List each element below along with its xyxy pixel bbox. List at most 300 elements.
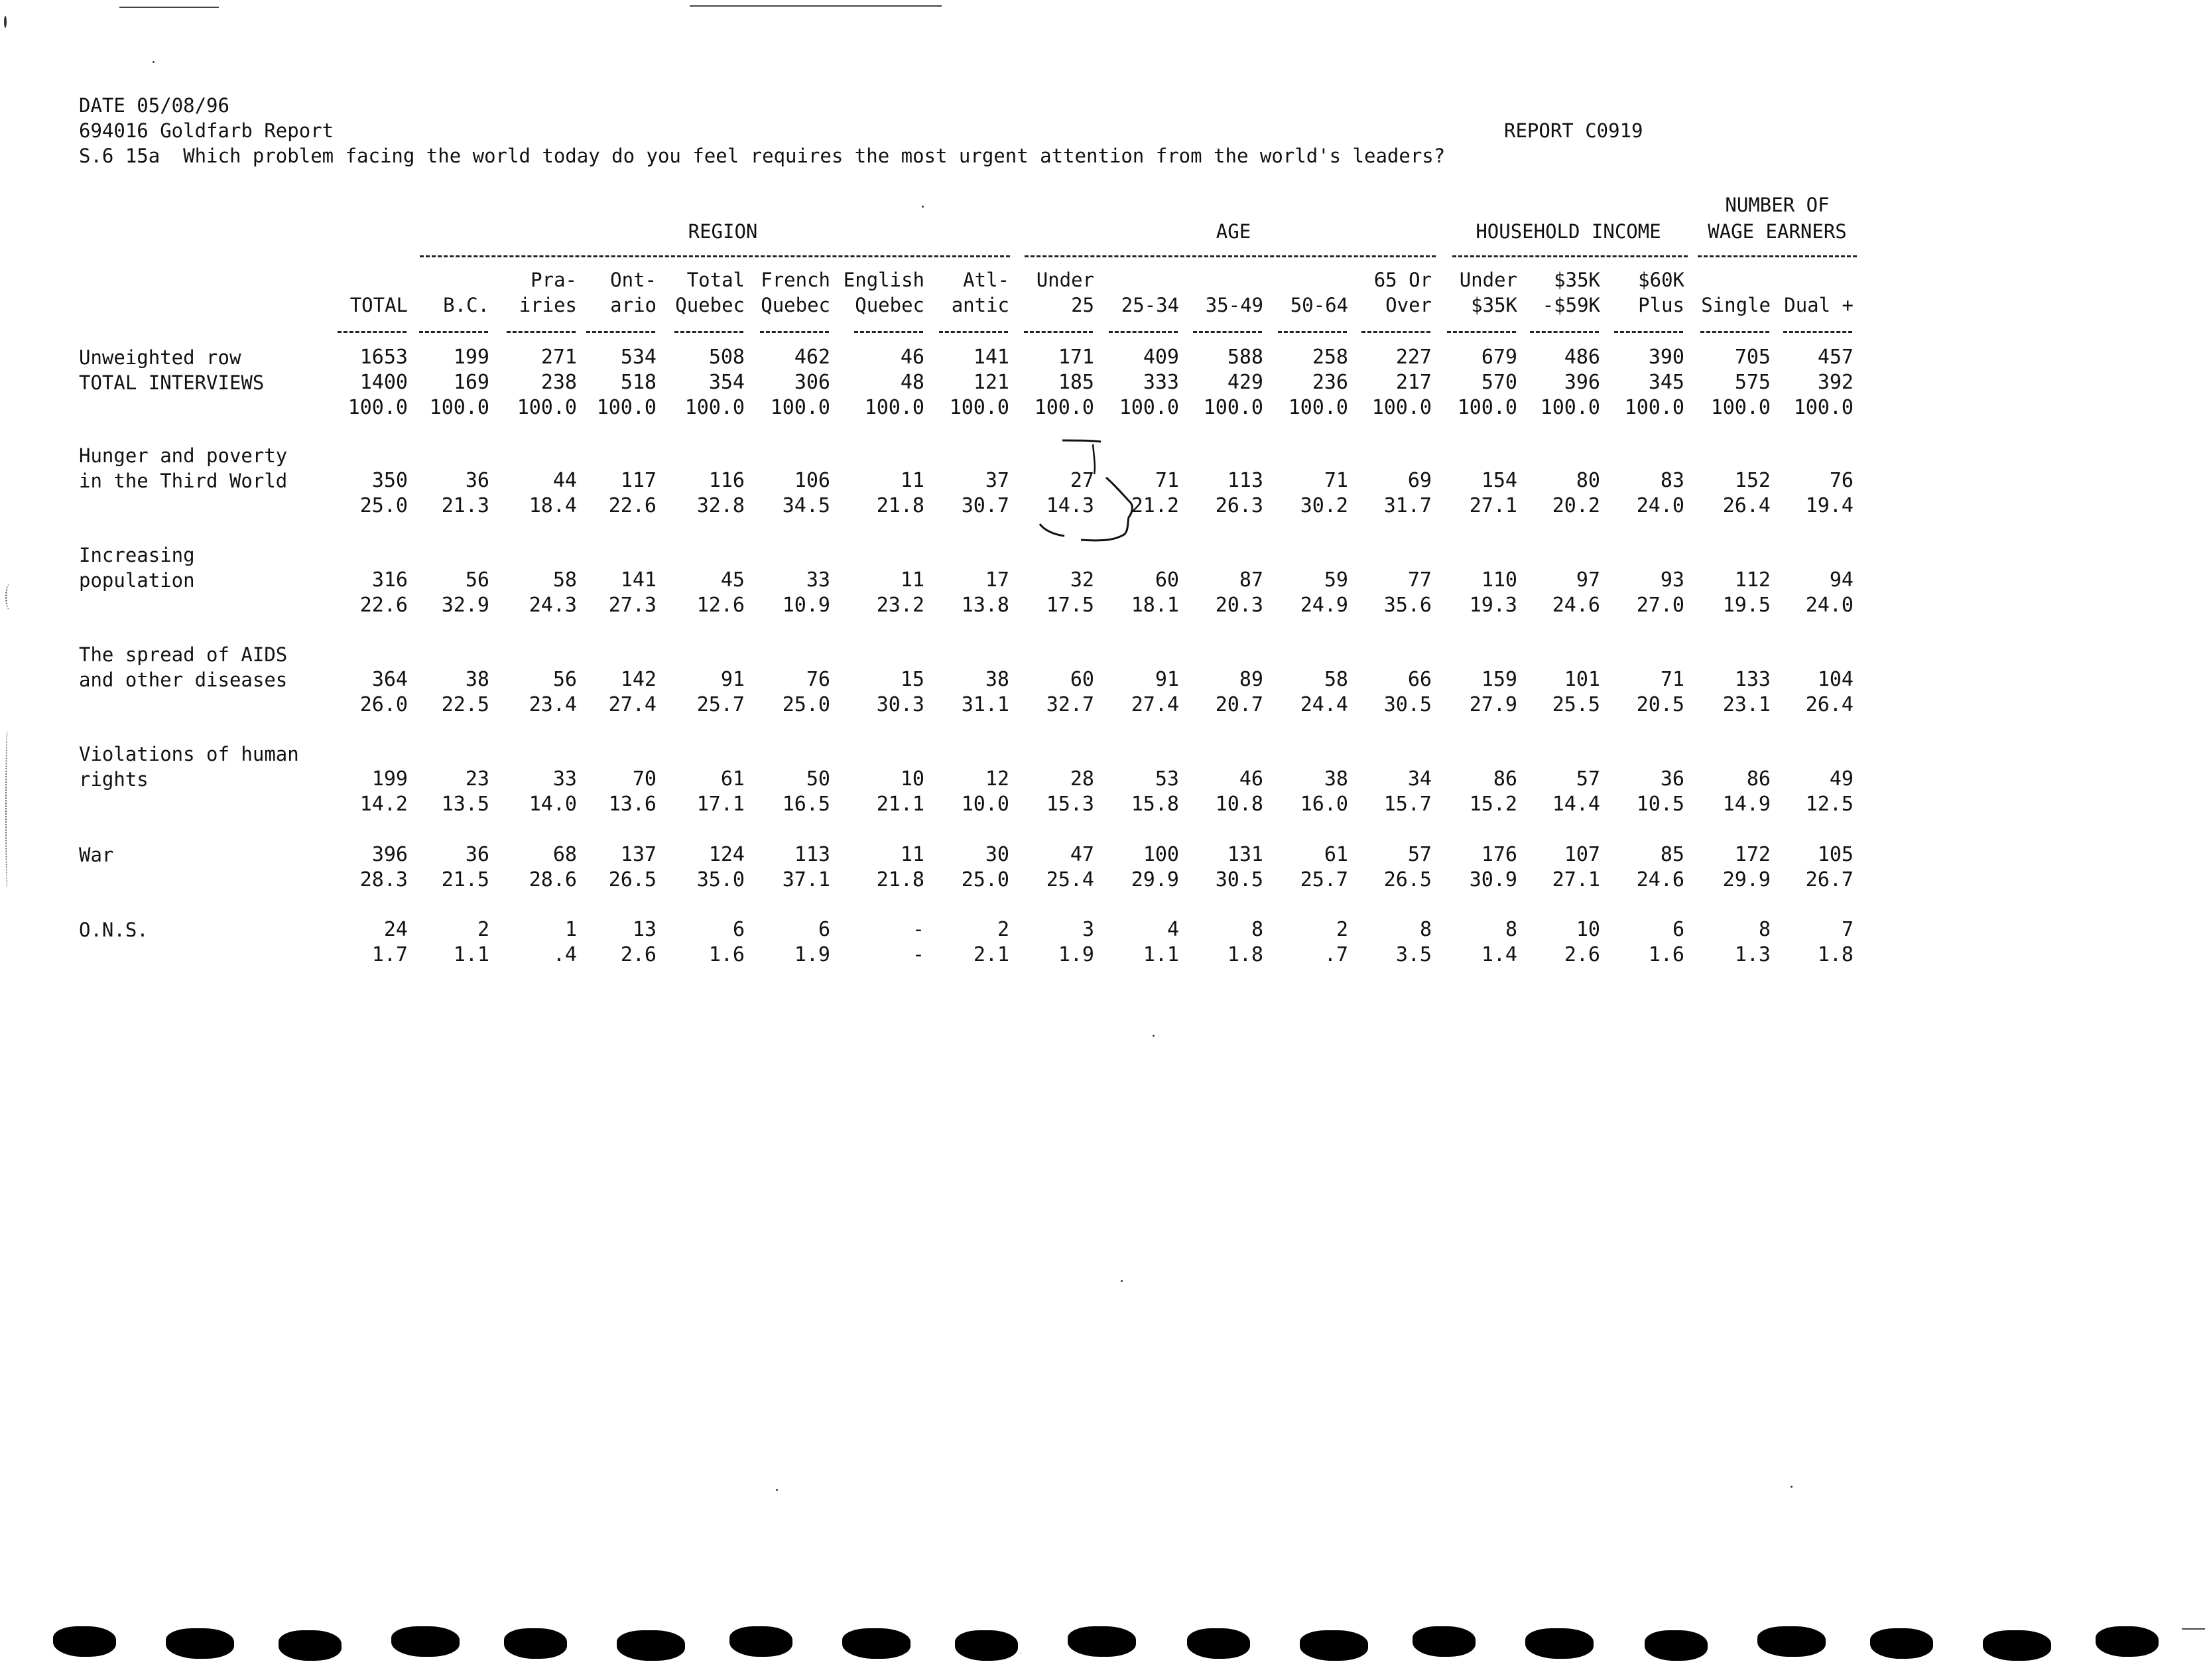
data-cell: 12.5 [1805,793,1854,816]
group-rule-wage-earners [1698,255,1857,257]
column-header-underline [1530,331,1599,333]
data-cell: 24.0 [1805,594,1854,617]
data-cell: 69 [1407,469,1432,492]
data-cell: 13.5 [441,793,489,816]
column-header-line: Under [1459,269,1517,291]
data-cell: 22.6 [359,594,408,617]
data-cell: 93 [1660,568,1684,592]
row-label: TOTAL INTERVIEWS [79,371,265,394]
data-cell: 101 [1564,668,1600,691]
data-cell: 100.0 [1288,396,1348,419]
data-cell: 25.5 [1552,693,1600,716]
row-label: in the Third World [79,470,288,492]
data-cell: 110 [1481,568,1517,592]
data-cell: 15.3 [1046,793,1094,816]
data-cell: 100.0 [1793,396,1854,419]
data-cell: 1.8 [1817,943,1854,966]
data-cell: 1.7 [371,943,408,966]
survey-question: S.6 15a Which problem facing the world today do you feel requires the most urgent attention from the world's leaders? [79,145,1446,167]
column-header-line: B.C. [443,294,489,316]
data-cell: 56 [465,568,489,592]
scan-hole [166,1628,234,1659]
data-cell: 345 [1648,371,1684,394]
data-cell: 100.0 [1457,396,1517,419]
data-cell: 575 [1734,371,1771,394]
data-cell: 13.6 [608,793,657,816]
column-header-line: French [761,269,830,291]
data-cell: 17.5 [1046,594,1094,617]
data-cell: 29.9 [1131,868,1179,891]
scan-hole [1187,1628,1250,1659]
data-cell: 106 [794,469,830,492]
data-cell: 61 [720,767,745,791]
data-cell: 33 [552,767,577,791]
data-cell: 38 [465,668,489,691]
data-cell: 30.9 [1469,868,1517,891]
column-header-line: Over [1385,294,1432,316]
data-cell: 457 [1817,346,1854,369]
data-cell: 113 [1227,469,1263,492]
data-cell: 429 [1227,371,1263,394]
data-cell: 169 [453,371,489,394]
row-label: rights [79,768,149,791]
report-date: DATE 05/08/96 [79,94,229,117]
data-cell: 100.0 [684,396,745,419]
data-cell: 396 [1564,371,1600,394]
data-cell: 21.3 [441,494,489,517]
data-cell: 22.6 [608,494,657,517]
data-cell: 316 [371,568,408,592]
data-cell: 25.4 [1046,868,1094,891]
data-cell: 8 [1505,918,1517,941]
scan-hole [1413,1626,1476,1657]
data-cell: 32.7 [1046,693,1094,716]
data-cell: 21.5 [441,868,489,891]
data-cell: 2 [1336,918,1348,941]
data-cell: 14.3 [1046,494,1094,517]
column-header-underline [1614,331,1683,333]
scan-hole [1983,1630,2051,1661]
data-cell: 100.0 [429,396,489,419]
data-cell: 27.3 [608,594,657,617]
data-cell: 66 [1407,668,1432,691]
data-cell: 20.7 [1215,693,1263,716]
data-cell: 154 [1481,469,1517,492]
column-header-line: -$59K [1542,294,1600,316]
data-cell: 30.7 [961,494,1009,517]
group-region: REGION [688,220,758,243]
data-cell: 24 [383,918,408,941]
data-cell: 57 [1576,767,1600,791]
data-cell: 21.1 [876,793,924,816]
data-cell: 570 [1481,371,1517,394]
data-cell: 10 [900,767,924,791]
column-header-line: iries [519,294,577,316]
data-cell: 23.4 [529,693,577,716]
data-cell: 113 [794,843,830,866]
column-header-line: $35K [1554,269,1600,291]
column-header-underline [1278,331,1347,333]
data-cell: 171 [1058,346,1094,369]
row-label: Unweighted row [79,346,241,369]
data-cell: 142 [620,668,657,691]
column-header-underline [586,331,655,333]
data-cell: 141 [973,346,1009,369]
data-cell: 20.3 [1215,594,1263,617]
data-cell: 71 [1155,469,1179,492]
scan-hole [1645,1630,1708,1661]
data-cell: 1.6 [708,943,745,966]
column-header-line: antic [951,294,1009,316]
data-cell: 89 [1239,668,1263,691]
data-cell: 133 [1734,668,1771,691]
data-cell: 30 [985,843,1009,866]
data-cell: 16.0 [1300,793,1348,816]
column-header-line: $35K [1471,294,1517,316]
column-header-underline [854,331,923,333]
data-cell: 28 [1070,767,1094,791]
data-cell: 32.9 [441,594,489,617]
data-cell: 100.0 [1624,396,1684,419]
column-header-underline [1447,331,1516,333]
data-cell: 2 [997,918,1009,941]
data-cell: 8 [1251,918,1263,941]
data-cell: 350 [371,469,408,492]
scan-hole [729,1626,792,1657]
data-cell: 46 [900,346,924,369]
data-cell: 56 [552,668,577,691]
data-cell: 396 [371,843,408,866]
data-cell: 16.5 [782,793,830,816]
data-cell: 24.6 [1636,868,1684,891]
data-cell: 27.1 [1469,494,1517,517]
data-cell: 29.9 [1722,868,1771,891]
data-cell: 238 [540,371,577,394]
data-cell: 107 [1564,843,1600,866]
report-name: 694016 Goldfarb Report [79,119,334,142]
data-cell: 100.0 [1540,396,1600,419]
data-cell: 27.4 [608,693,657,716]
data-cell: 30.2 [1300,494,1348,517]
data-cell: 24.9 [1300,594,1348,617]
data-cell: 152 [1734,469,1771,492]
data-cell: 333 [1143,371,1179,394]
scan-hole [842,1628,911,1659]
data-cell: 38 [985,668,1009,691]
row-label: The spread of AIDS [79,643,288,666]
column-header-underline [674,331,743,333]
data-cell: 70 [632,767,657,791]
data-cell: 100.0 [517,396,577,419]
row-label: Increasing [79,544,195,566]
column-header-line: Quebec [761,294,830,316]
data-cell: 91 [1155,668,1179,691]
scan-hole [1525,1628,1594,1659]
group-age: AGE [1216,220,1251,243]
data-cell: 30.3 [876,693,924,716]
column-header-underline [1193,331,1262,333]
data-cell: 236 [1312,371,1348,394]
scan-speck [1153,1035,1155,1037]
data-cell: 36 [465,469,489,492]
data-cell: 46 [1239,767,1263,791]
scan-hole [2096,1626,2159,1657]
data-cell: 83 [1660,469,1684,492]
data-cell: 33 [806,568,830,592]
data-cell: 76 [1829,469,1854,492]
data-cell: 172 [1734,843,1771,866]
data-cell: 30.5 [1383,693,1432,716]
data-cell: 25.0 [359,494,408,517]
data-cell: 30.5 [1215,868,1263,891]
scan-speck [1791,1486,1793,1488]
data-cell: 462 [794,346,830,369]
scan-hole [504,1628,567,1659]
data-cell: 45 [720,568,745,592]
data-cell: 100.0 [1119,396,1179,419]
data-cell: 28.3 [359,868,408,891]
scan-hole [1757,1626,1826,1657]
data-cell: 100.0 [864,396,924,419]
row-label: O.N.S. [79,919,149,941]
data-cell: 3 [1082,918,1094,941]
data-cell: 59 [1324,568,1348,592]
data-cell: 80 [1576,469,1600,492]
data-cell: 23.2 [876,594,924,617]
data-cell: 27.0 [1636,594,1684,617]
data-cell: 705 [1734,346,1771,369]
group-rule-region [420,255,1010,257]
data-cell: 10.5 [1636,793,1684,816]
data-cell: 17.1 [696,793,745,816]
column-header-line: $60K [1638,269,1684,291]
group-household-income: HOUSEHOLD INCOME [1476,220,1661,243]
scan-hole [53,1626,116,1657]
row-label: War [79,844,114,866]
column-header-underline [1700,331,1769,333]
data-cell: 518 [620,371,657,394]
data-cell: 11 [900,568,924,592]
data-cell: 26.5 [608,868,657,891]
data-cell: 44 [552,469,577,492]
scan-speck [776,1489,778,1491]
data-cell: 25.0 [782,693,830,716]
top-scan-line-1 [119,7,219,8]
data-cell: 18.1 [1131,594,1179,617]
group-wage-earners-line2: WAGE EARNERS [1708,220,1847,243]
data-cell: 19.3 [1469,594,1517,617]
column-header-line: Pra- [531,269,577,291]
data-cell: 100.0 [347,396,408,419]
data-cell: 15.8 [1131,793,1179,816]
data-cell: 71 [1324,469,1348,492]
data-cell: 53 [1155,767,1179,791]
column-header-line: Under [1036,269,1094,291]
data-cell: 32.8 [696,494,745,517]
column-header-line: ario [610,294,657,316]
row-label: Hunger and poverty [79,444,288,467]
data-cell: 4 [1166,918,1179,941]
data-cell: 58 [1324,668,1348,691]
data-cell: 100.0 [770,396,830,419]
column-header-underline [338,331,407,333]
data-cell: 57 [1407,843,1432,866]
data-cell: 100.0 [949,396,1009,419]
data-cell: 38 [1324,767,1348,791]
data-cell: 1.1 [453,943,489,966]
data-cell: 14.9 [1722,793,1771,816]
top-scan-line-3 [2182,1628,2205,1630]
data-cell: 13 [632,918,657,941]
data-cell: 26.4 [1805,693,1854,716]
data-cell: 36 [465,843,489,866]
data-cell: 35.0 [696,868,745,891]
column-header-underline [760,331,829,333]
data-cell: 13.8 [961,594,1009,617]
data-cell: 8 [1419,918,1432,941]
data-cell: 534 [620,346,657,369]
group-rule-age [1025,255,1436,257]
column-header-line: 50-64 [1290,294,1348,316]
scan-hole [1068,1626,1136,1657]
data-cell: 2 [477,918,489,941]
data-cell: 61 [1324,843,1348,866]
data-cell: 1.9 [1058,943,1094,966]
data-cell: 124 [708,843,745,866]
scan-hole [1870,1628,1933,1659]
data-cell: 86 [1746,767,1771,791]
data-cell: .7 [1324,943,1348,966]
data-cell: 31.1 [961,693,1009,716]
data-cell: 68 [552,843,577,866]
data-cell: 116 [708,469,745,492]
data-cell: 588 [1227,346,1263,369]
data-cell: 100.0 [1203,396,1263,419]
data-cell: 91 [720,668,745,691]
data-cell: 27.1 [1552,868,1600,891]
data-cell: 24.3 [529,594,577,617]
column-header-line: TOTAL [349,294,408,316]
scan-hole [279,1630,342,1661]
data-cell: 121 [973,371,1009,394]
data-cell: 8 [1758,918,1771,941]
row-label: Violations of human [79,743,299,765]
report-code: REPORT C0919 [1504,119,1643,142]
data-cell: 27 [1070,469,1094,492]
data-cell: 176 [1481,843,1517,866]
data-cell: 15.7 [1383,793,1432,816]
data-cell: 1.1 [1143,943,1179,966]
data-cell: 1 [564,918,577,941]
data-cell: 392 [1817,371,1854,394]
column-header-line: Single [1701,294,1771,316]
data-cell: - [912,918,924,941]
data-cell: 60 [1070,668,1094,691]
data-cell: 58 [552,568,577,592]
data-cell: 10.0 [961,793,1009,816]
data-cell: 137 [620,843,657,866]
group-wage-earners-line1: NUMBER OF [1725,194,1830,216]
column-header-line: 25 [1071,294,1094,316]
data-cell: 2.1 [973,943,1009,966]
data-cell: 11 [900,843,924,866]
data-cell: 15 [900,668,924,691]
scan-hole [391,1626,460,1657]
column-header-underline [1361,331,1430,333]
data-cell: 19.4 [1805,494,1854,517]
data-cell: 117 [620,469,657,492]
data-cell: 24.4 [1300,693,1348,716]
data-cell: 23 [465,767,489,791]
scan-speck [1121,1280,1123,1282]
data-cell: 87 [1239,568,1263,592]
data-cell: 1653 [359,346,408,369]
data-cell: 47 [1070,843,1094,866]
data-cell: 112 [1734,568,1771,592]
data-cell: 271 [540,346,577,369]
data-cell: 227 [1395,346,1432,369]
data-cell: 34.5 [782,494,830,517]
data-cell: 10.9 [782,594,830,617]
column-header-line: Quebec [675,294,745,316]
scan-speck [5,730,9,889]
scan-hole [1300,1630,1368,1661]
data-cell: 28.6 [529,868,577,891]
data-cell: 21.2 [1131,494,1179,517]
data-cell: 37 [985,469,1009,492]
data-cell: 100.0 [1710,396,1771,419]
data-cell: 32 [1070,568,1094,592]
data-cell: 97 [1576,568,1600,592]
scan-hole [617,1630,685,1661]
scan-hole [955,1630,1018,1661]
data-cell: 71 [1660,668,1684,691]
data-cell: 1.8 [1227,943,1263,966]
data-cell: 105 [1817,843,1854,866]
data-cell: 36 [1660,767,1684,791]
scan-speck [153,61,155,63]
data-cell: 86 [1493,767,1517,791]
data-cell: 12 [985,767,1009,791]
data-cell: 1400 [359,371,408,394]
column-header-underline [1109,331,1178,333]
data-cell: 25.7 [696,693,745,716]
data-cell: 35.6 [1383,594,1432,617]
data-cell: 27.4 [1131,693,1179,716]
data-cell: 6 [1672,918,1684,941]
data-cell: 199 [453,346,489,369]
data-cell: 1.9 [794,943,830,966]
group-rule-income [1452,255,1688,257]
data-cell: 508 [708,346,745,369]
data-cell: 27.9 [1469,693,1517,716]
data-cell: 24.0 [1636,494,1684,517]
row-label: and other diseases [79,669,288,691]
column-header-line: Plus [1638,294,1684,316]
data-cell: 14.0 [529,793,577,816]
column-header-line: Quebec [855,294,924,316]
data-cell: 26.5 [1383,868,1432,891]
data-cell: 6 [732,918,745,941]
data-cell: 141 [620,568,657,592]
column-header-line: Atl- [963,269,1009,291]
data-cell: 12.6 [696,594,745,617]
data-cell: 18.4 [529,494,577,517]
data-cell: 25.7 [1300,868,1348,891]
data-cell: 26.4 [1722,494,1771,517]
data-cell: 14.2 [359,793,408,816]
column-header-line: English [843,269,924,291]
